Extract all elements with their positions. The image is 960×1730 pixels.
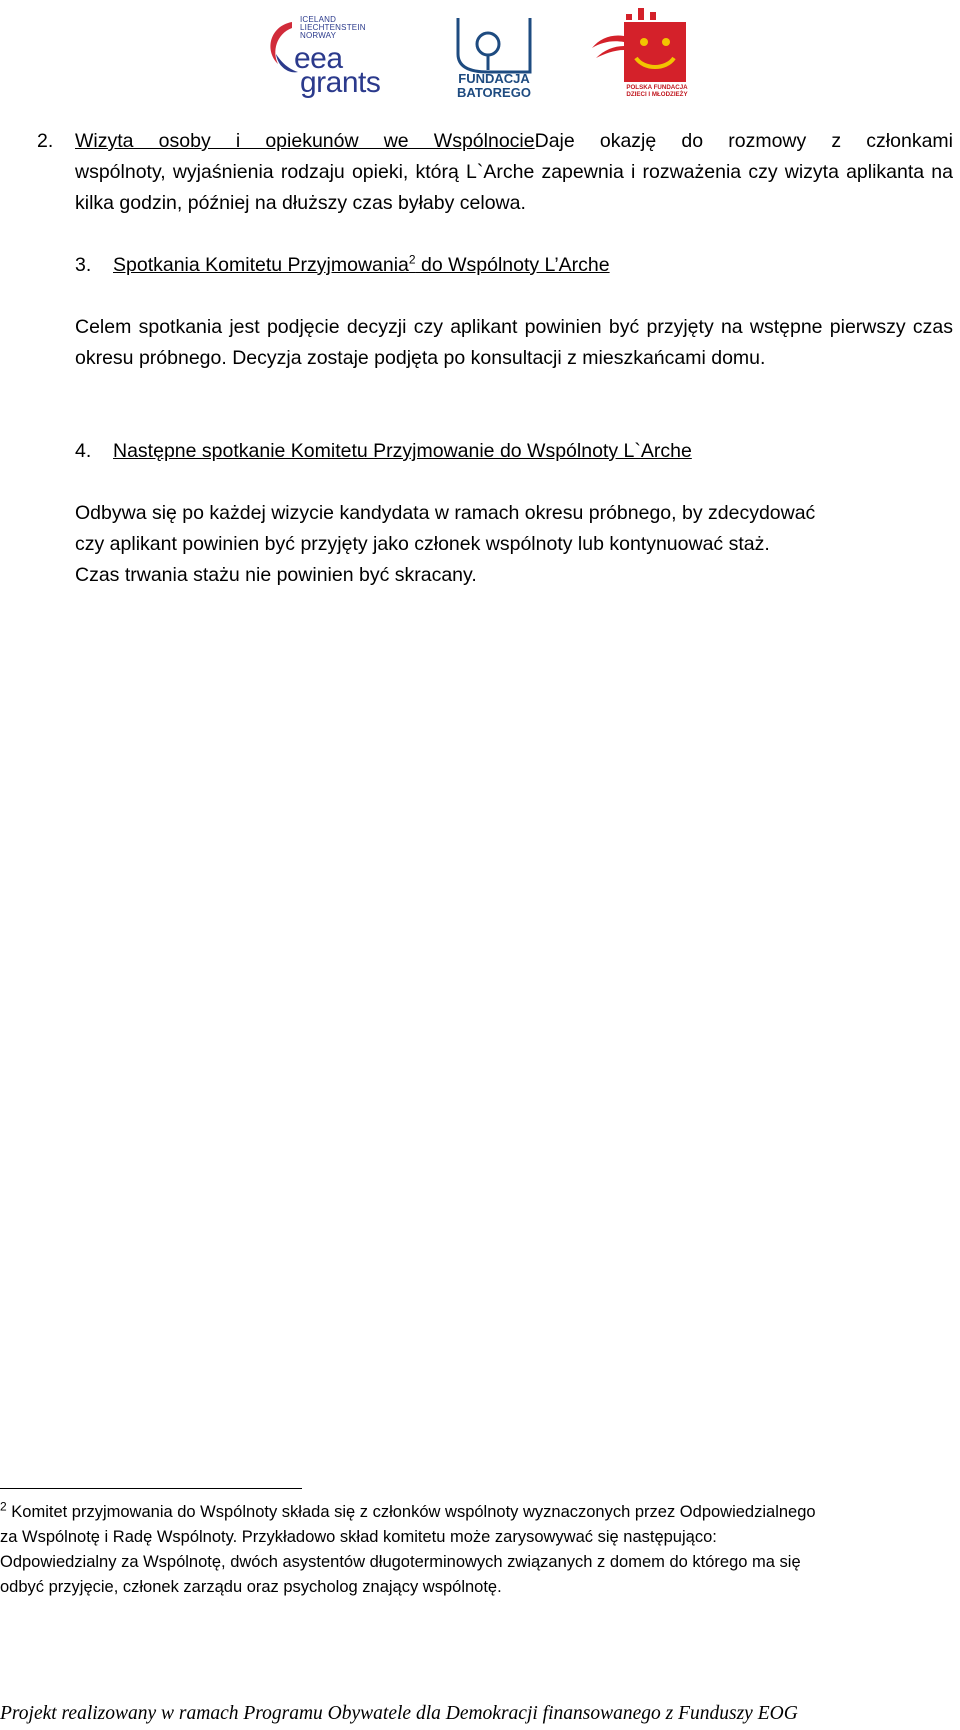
eea-country-liechtenstein: LIECHTENSTEIN: [300, 23, 366, 32]
page-footer: Projekt realizowany w ramach Programu Obywatele dla Demokracji finansowanego z Funduszy EOG: [0, 1703, 798, 1724]
item-2-text-rest: wspólnoty, wyjaśnienia rodzaju opieki, którą L`Arche zapewnia i rozważenia czy wizyta aplikanta na kilka godzin, później na dłuższy czas byłaby celowa.: [75, 161, 953, 214]
batory-emblem-icon: [450, 14, 538, 76]
item-2-number: 2.: [37, 130, 54, 152]
eea-countries: [300, 16, 366, 40]
footnote-line-4: odbyć przyjęcie, członek zarządu oraz psycholog znający wspólnotę.: [0, 1578, 502, 1596]
item-3-heading: [113, 250, 610, 281]
item-3-number: 3.: [75, 254, 92, 276]
item-4-title: Następne spotkanie Komitetu Przyjmowanie do Wspólnoty L`Arche: [113, 440, 692, 462]
footnote-ref-2[interactable]: 2: [408, 252, 416, 267]
pfdim-line-1: POLSKA FUNDACJA: [626, 84, 688, 91]
item-2-title: Wizyta osoby i opiekunów we Wspólnocie: [75, 130, 535, 152]
header-logos: [0, 8, 960, 108]
batory-line-2: BATOREGO: [457, 85, 531, 100]
item-2-text-first: Daje okazję do rozmowy z członkami: [534, 130, 953, 152]
item-3-title-before: Spotkania Komitetu Przyjmowania: [113, 254, 409, 276]
batory-wordmark: [450, 72, 538, 100]
item-4-number: 4.: [75, 440, 92, 462]
eea-country-norway: NORWAY: [300, 31, 337, 40]
polska-fundacja-logo: [590, 8, 690, 100]
grants-wordmark: grants: [300, 66, 381, 99]
footnote-marker: 2: [0, 1499, 7, 1514]
item-4-line-3: Czas trwania stażu nie powinien być skracany.: [75, 564, 477, 586]
item-3-title-after: do Wspólnoty L’Arche: [415, 254, 610, 276]
footnote-text-1: Komitet przyjmowania do Wspólnoty składa się z członków wspólnoty wyznaczonych przez Odpowiedzialnego: [6, 1503, 816, 1521]
eea-grants-logo: [262, 8, 392, 98]
item-4-line-1: Odbywa się po każdej wizycie kandydata w ramach okresu próbnego, by zdecydować: [75, 502, 816, 524]
eea-country-iceland: ICELAND: [300, 15, 337, 24]
fundacja-batorego-logo: [450, 8, 538, 104]
footnote-line-1: [0, 1500, 960, 1525]
footnote-line-2: za Wspólnotę i Radę Wspólnoty. Przykładowo skład komitetu może zarysowywać się następująco:: [0, 1528, 717, 1546]
pfdim-wordmark: [624, 84, 690, 98]
footnote-line-3: Odpowiedzialny za Wspólnotę, dwóch asystentów długoterminowych związanych z domem do którego ma się: [0, 1553, 801, 1571]
pfdim-emblem-icon: [590, 8, 690, 84]
eea-wordmark: eea: [294, 42, 343, 75]
item-4-line-2: czy aplikant powinien być przyjęty jako członek wspólnoty lub kontynuować staż.: [75, 533, 770, 555]
item-3-title: [113, 254, 610, 276]
batory-line-1: FUNDACJA: [458, 71, 530, 86]
footnote-separator: [0, 1488, 302, 1489]
item-2-first-line: [75, 126, 953, 157]
pfdim-line-2: DZIECI I MŁODZIEŻY: [626, 91, 688, 98]
item-3-text: Celem spotkania jest podjęcie decyzji czy aplikant powinien być przyjęty na wstępne pierwszy czas okresu próbnego. Decyzja zostaje podjęta po konsultacji z mieszkańcami domu.: [75, 316, 953, 369]
